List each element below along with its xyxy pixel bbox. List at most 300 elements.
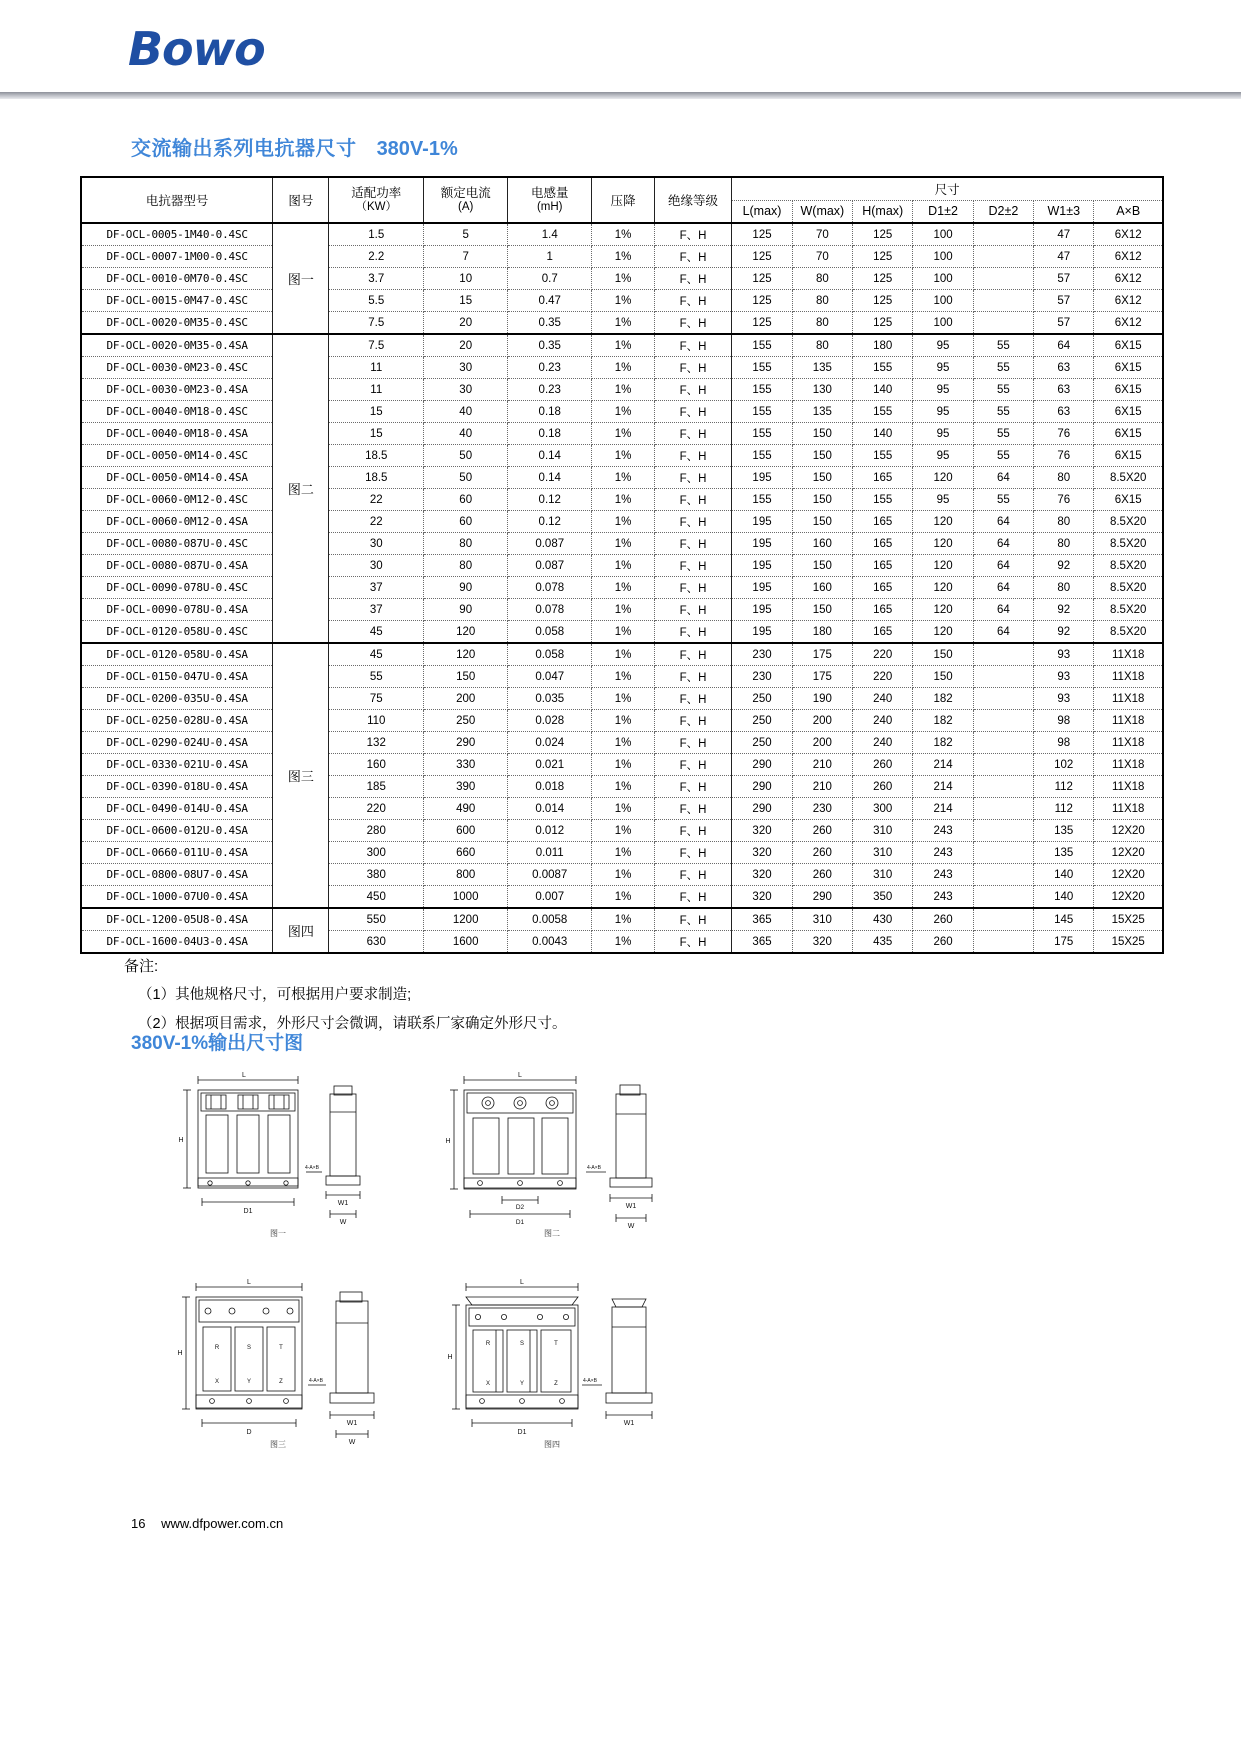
cell-AB: 11X18 [1094,754,1163,776]
cell-W1: 102 [1034,754,1094,776]
svg-text:4-A×B: 4-A×B [304,1165,320,1171]
cell-mh: 0.7 [508,268,592,290]
cell-kw: 15 [329,401,424,423]
cell-H: 240 [853,732,913,754]
cell-AB: 11X18 [1094,666,1163,688]
table-row [81,268,1163,290]
cell-D2: 55 [973,423,1033,445]
cell-kw: 45 [329,621,424,644]
cell-mh: 0.047 [508,666,592,688]
cell-a: 7 [424,246,508,268]
cell-a: 10 [424,268,508,290]
cell-D1: 120 [913,533,973,555]
cell-L: 320 [732,864,792,886]
cell-W1: 93 [1034,666,1094,688]
cell-L: 125 [732,312,792,335]
cell-mh: 0.14 [508,445,592,467]
cell-W1: 63 [1034,379,1094,401]
cell-W: 160 [792,533,852,555]
cell-model: DF-OCL-0250-028U-0.4SA [81,710,273,732]
figure-4-svg [440,1273,690,1453]
cell-ins: F、H [654,357,732,379]
cell-H: 155 [853,445,913,467]
svg-text:R: R [214,1345,220,1351]
cell-drop: 1% [592,577,655,599]
cell-drop: 1% [592,357,655,379]
cell-W1: 175 [1034,931,1094,954]
cell-AB: 15X25 [1094,908,1163,931]
cell-drop: 1% [592,246,655,268]
table-row [81,445,1163,467]
cell-W: 135 [792,357,852,379]
cell-D2 [973,798,1033,820]
cell-L: 290 [732,776,792,798]
cell-a: 40 [424,401,508,423]
cell-mh: 0.23 [508,357,592,379]
cell-kw: 110 [329,710,424,732]
cell-L: 320 [732,886,792,909]
table-row [81,732,1163,754]
cell-W: 150 [792,445,852,467]
cell-W1: 63 [1034,401,1094,423]
cell-L: 125 [732,223,792,246]
cell-AB: 6X12 [1094,246,1163,268]
cell-a: 15 [424,290,508,312]
cell-drop: 1% [592,842,655,864]
cell-kw: 55 [329,666,424,688]
cell-a: 50 [424,467,508,489]
cell-a: 1600 [424,931,508,954]
cell-mh: 0.078 [508,599,592,621]
cell-AB: 6X12 [1094,312,1163,335]
cell-D2: 64 [973,621,1033,644]
cell-D2: 64 [973,577,1033,599]
cell-mh: 0.028 [508,710,592,732]
cell-kw: 37 [329,599,424,621]
cell-D1: 95 [913,423,973,445]
cell-D1: 95 [913,445,973,467]
cell-D1: 95 [913,401,973,423]
cell-H: 260 [853,754,913,776]
cell-kw: 450 [329,886,424,909]
cell-mh: 0.021 [508,754,592,776]
table-row [81,555,1163,577]
svg-text:T: T [279,1345,283,1351]
page-title-voltage: 380V-1% [376,138,458,160]
th-dim-AB: A×B [1094,200,1163,223]
cell-mh: 0.018 [508,776,592,798]
page-number: 16 [131,1516,146,1531]
cell-kw: 280 [329,820,424,842]
cell-W: 200 [792,732,852,754]
cell-drop: 1% [592,312,655,335]
cell-drop: 1% [592,467,655,489]
table-body [81,223,1163,953]
cell-D2 [973,908,1033,931]
cell-D2 [973,246,1033,268]
cell-figure-no: 图一 [273,223,329,334]
cell-D2 [973,666,1033,688]
cell-H: 350 [853,886,913,909]
th-inductance-line1: 电感量 [530,186,569,201]
cell-drop: 1% [592,732,655,754]
cell-mh: 1.4 [508,223,592,246]
cell-L: 250 [732,710,792,732]
cell-D2 [973,864,1033,886]
cell-kw: 30 [329,533,424,555]
cell-a: 800 [424,864,508,886]
table-row [81,820,1163,842]
cell-AB: 11X18 [1094,688,1163,710]
cell-W1: 76 [1034,489,1094,511]
th-power-line1: 适配功率 [351,186,402,201]
cell-L: 125 [732,290,792,312]
drawing-figure-4 [440,1273,690,1453]
cell-model: DF-OCL-0060-0M12-0.4SC [81,489,273,511]
drawing-figure-1 [170,1068,400,1243]
cell-drop: 1% [592,621,655,644]
cell-kw: 160 [329,754,424,776]
cell-W1: 57 [1034,268,1094,290]
cell-L: 195 [732,621,792,644]
cell-a: 5 [424,223,508,246]
cell-W: 160 [792,577,852,599]
cell-drop: 1% [592,643,655,666]
cell-drop: 1% [592,864,655,886]
cell-AB: 11X18 [1094,798,1163,820]
spec-table-wrapper [80,176,1164,954]
cell-ins: F、H [654,931,732,954]
cell-model: DF-OCL-0330-021U-0.4SA [81,754,273,776]
cell-AB: 6X15 [1094,379,1163,401]
footer-url: www.dfpower.com.cn [161,1516,284,1531]
cell-L: 195 [732,511,792,533]
cell-D1: 95 [913,379,973,401]
cell-W: 175 [792,666,852,688]
table-row [81,334,1163,357]
svg-text:4-A×B: 4-A×B [582,1378,598,1384]
cell-D2: 64 [973,533,1033,555]
cell-AB: 6X15 [1094,445,1163,467]
cell-D1: 100 [913,268,973,290]
cell-W1: 98 [1034,732,1094,754]
cell-W1: 76 [1034,445,1094,467]
cell-drop: 1% [592,710,655,732]
th-dim-W: W(max) [792,200,852,223]
table-row [81,908,1163,931]
cell-H: 430 [853,908,913,931]
cell-ins: F、H [654,864,732,886]
cell-ins: F、H [654,732,732,754]
cell-kw: 18.5 [329,467,424,489]
th-insulation: 绝缘等级 [654,177,732,223]
cell-mh: 0.18 [508,423,592,445]
th-dim-H: H(max) [853,200,913,223]
table-row [81,577,1163,599]
cell-kw: 132 [329,732,424,754]
cell-L: 195 [732,467,792,489]
cell-D2: 55 [973,401,1033,423]
th-current-line1: 额定电流 [440,186,491,201]
cell-L: 155 [732,401,792,423]
cell-model: DF-OCL-0120-058U-0.4SC [81,621,273,644]
cell-AB: 12X20 [1094,886,1163,909]
cell-D1: 120 [913,577,973,599]
cell-a: 60 [424,489,508,511]
cell-D2: 64 [973,511,1033,533]
cell-AB: 11X18 [1094,710,1163,732]
cell-D2 [973,931,1033,954]
cell-W1: 80 [1034,511,1094,533]
cell-model: DF-OCL-0120-058U-0.4SA [81,643,273,666]
cell-AB: 8.5X20 [1094,577,1163,599]
cell-ins: F、H [654,776,732,798]
svg-text:H: H [445,1138,451,1145]
cell-model: DF-OCL-1000-07U0-0.4SA [81,886,273,909]
cell-kw: 15 [329,423,424,445]
cell-L: 125 [732,268,792,290]
cell-H: 165 [853,533,913,555]
cell-kw: 300 [329,842,424,864]
cell-D1: 95 [913,489,973,511]
cell-D1: 260 [913,931,973,954]
cell-ins: F、H [654,820,732,842]
page-title-main: 交流输出系列电抗器尺寸 [131,138,357,160]
cell-a: 390 [424,776,508,798]
cell-ins: F、H [654,577,732,599]
svg-text:W1: W1 [623,1420,635,1427]
cell-ins: F、H [654,379,732,401]
figure-3-svg [170,1273,410,1453]
cell-mh: 0.014 [508,798,592,820]
cell-L: 320 [732,820,792,842]
cell-drop: 1% [592,423,655,445]
cell-L: 195 [732,577,792,599]
cell-a: 30 [424,379,508,401]
cell-D1: 100 [913,290,973,312]
cell-drop: 1% [592,533,655,555]
cell-model: DF-OCL-1200-05U8-0.4SA [81,908,273,931]
table-row [81,246,1163,268]
cell-mh: 0.011 [508,842,592,864]
cell-model: DF-OCL-0020-0M35-0.4SA [81,334,273,357]
svg-text:W1: W1 [346,1420,358,1427]
cell-model: DF-OCL-0010-0M70-0.4SC [81,268,273,290]
cell-W: 150 [792,511,852,533]
cell-kw: 11 [329,357,424,379]
cell-AB: 8.5X20 [1094,621,1163,644]
cell-W1: 57 [1034,312,1094,335]
cell-kw: 550 [329,908,424,931]
cell-mh: 0.23 [508,379,592,401]
note-item-2: （2）根据项目需求，外形尺寸会微调，请联系厂家确定外形尺寸。 [138,1015,567,1032]
cell-W: 150 [792,423,852,445]
cell-ins: F、H [654,401,732,423]
table-row [81,931,1163,954]
cell-D2 [973,776,1033,798]
cell-a: 1000 [424,886,508,909]
cell-H: 125 [853,246,913,268]
cell-W: 260 [792,864,852,886]
cell-ins: F、H [654,268,732,290]
cell-W: 80 [792,268,852,290]
cell-W1: 112 [1034,798,1094,820]
cell-ins: F、H [654,533,732,555]
cell-D1: 214 [913,798,973,820]
cell-a: 60 [424,511,508,533]
cell-D1: 95 [913,334,973,357]
cell-model: DF-OCL-0200-035U-0.4SA [81,688,273,710]
cell-W: 80 [792,334,852,357]
cell-L: 250 [732,732,792,754]
th-power [329,177,424,223]
cell-drop: 1% [592,886,655,909]
table-row [81,533,1163,555]
cell-W1: 135 [1034,842,1094,864]
cell-ins: F、H [654,423,732,445]
cell-a: 90 [424,599,508,621]
cell-ins: F、H [654,467,732,489]
table-row [81,798,1163,820]
cell-H: 240 [853,688,913,710]
svg-text:4-A×B: 4-A×B [308,1378,324,1384]
table-row [81,864,1163,886]
cell-a: 660 [424,842,508,864]
cell-AB: 6X15 [1094,334,1163,357]
cell-a: 150 [424,666,508,688]
cell-D1: 150 [913,643,973,666]
cell-D1: 214 [913,776,973,798]
cell-D1: 100 [913,223,973,246]
cell-model: DF-OCL-0600-012U-0.4SA [81,820,273,842]
cell-model: DF-OCL-0660-011U-0.4SA [81,842,273,864]
cell-D1: 120 [913,555,973,577]
cell-W1: 47 [1034,246,1094,268]
cell-mh: 0.12 [508,511,592,533]
cell-H: 220 [853,666,913,688]
cell-D1: 260 [913,908,973,931]
cell-kw: 185 [329,776,424,798]
th-model: 电抗器型号 [81,177,273,223]
cell-mh: 0.12 [508,489,592,511]
cell-drop: 1% [592,754,655,776]
cell-kw: 18.5 [329,445,424,467]
cell-W: 150 [792,489,852,511]
cell-kw: 7.5 [329,334,424,357]
cell-L: 230 [732,643,792,666]
cell-kw: 220 [329,798,424,820]
cell-W1: 80 [1034,577,1094,599]
page-title [131,132,458,161]
cell-a: 90 [424,577,508,599]
cell-kw: 2.2 [329,246,424,268]
cell-W1: 98 [1034,710,1094,732]
svg-text:X: X [214,1379,220,1385]
cell-kw: 11 [329,379,424,401]
cell-kw: 1.5 [329,223,424,246]
cell-AB: 12X20 [1094,842,1163,864]
cell-W1: 92 [1034,555,1094,577]
cell-ins: F、H [654,445,732,467]
th-current-line2: (A) [458,200,474,213]
cell-a: 1200 [424,908,508,931]
cell-D2: 64 [973,599,1033,621]
cell-AB: 6X15 [1094,401,1163,423]
cell-D2: 64 [973,467,1033,489]
cell-model: DF-OCL-0007-1M00-0.4SC [81,246,273,268]
cell-L: 250 [732,688,792,710]
cell-AB: 12X20 [1094,820,1163,842]
cell-ins: F、H [654,246,732,268]
cell-L: 155 [732,423,792,445]
cell-drop: 1% [592,666,655,688]
svg-text:H: H [178,1137,184,1144]
cell-D2 [973,290,1033,312]
logo-text: Bowo [128,22,265,76]
cell-D1: 214 [913,754,973,776]
cell-L: 290 [732,754,792,776]
cell-mh: 0.47 [508,290,592,312]
th-power-line2: （KW） [355,200,398,213]
cell-kw: 3.7 [329,268,424,290]
cell-L: 125 [732,246,792,268]
header-divider [0,92,1241,99]
cell-drop: 1% [592,290,655,312]
cell-mh: 0.007 [508,886,592,909]
cell-D1: 243 [913,820,973,842]
table-row [81,401,1163,423]
cell-kw: 380 [329,864,424,886]
svg-text:4-A×B: 4-A×B [586,1165,602,1171]
cell-AB: 12X20 [1094,864,1163,886]
cell-mh: 0.087 [508,555,592,577]
cell-model: DF-OCL-0090-078U-0.4SA [81,599,273,621]
figure-1-caption: 图一 [270,1229,286,1238]
cell-H: 220 [853,643,913,666]
cell-L: 290 [732,798,792,820]
cell-drop: 1% [592,334,655,357]
table-row [81,710,1163,732]
cell-W: 150 [792,467,852,489]
th-inductance [508,177,592,223]
cell-model: DF-OCL-1600-04U3-0.4SA [81,931,273,954]
cell-W: 260 [792,820,852,842]
cell-drop: 1% [592,489,655,511]
cell-W: 210 [792,754,852,776]
figure-3-caption: 图三 [270,1440,286,1449]
svg-text:D: D [246,1429,252,1436]
table-row [81,666,1163,688]
th-dim-W1: W1±3 [1034,200,1094,223]
figure-2-svg [440,1068,690,1243]
cell-a: 330 [424,754,508,776]
cell-a: 40 [424,423,508,445]
cell-a: 80 [424,555,508,577]
th-dim-L: L(max) [732,200,792,223]
cell-D1: 243 [913,886,973,909]
cell-AB: 6X12 [1094,268,1163,290]
cell-drop: 1% [592,931,655,954]
cell-a: 20 [424,334,508,357]
svg-text:R: R [485,1341,491,1347]
cell-W1: 145 [1034,908,1094,931]
cell-W: 290 [792,886,852,909]
cell-W: 150 [792,555,852,577]
cell-model: DF-OCL-0490-014U-0.4SA [81,798,273,820]
cell-ins: F、H [654,643,732,666]
cell-H: 310 [853,864,913,886]
th-current [424,177,508,223]
